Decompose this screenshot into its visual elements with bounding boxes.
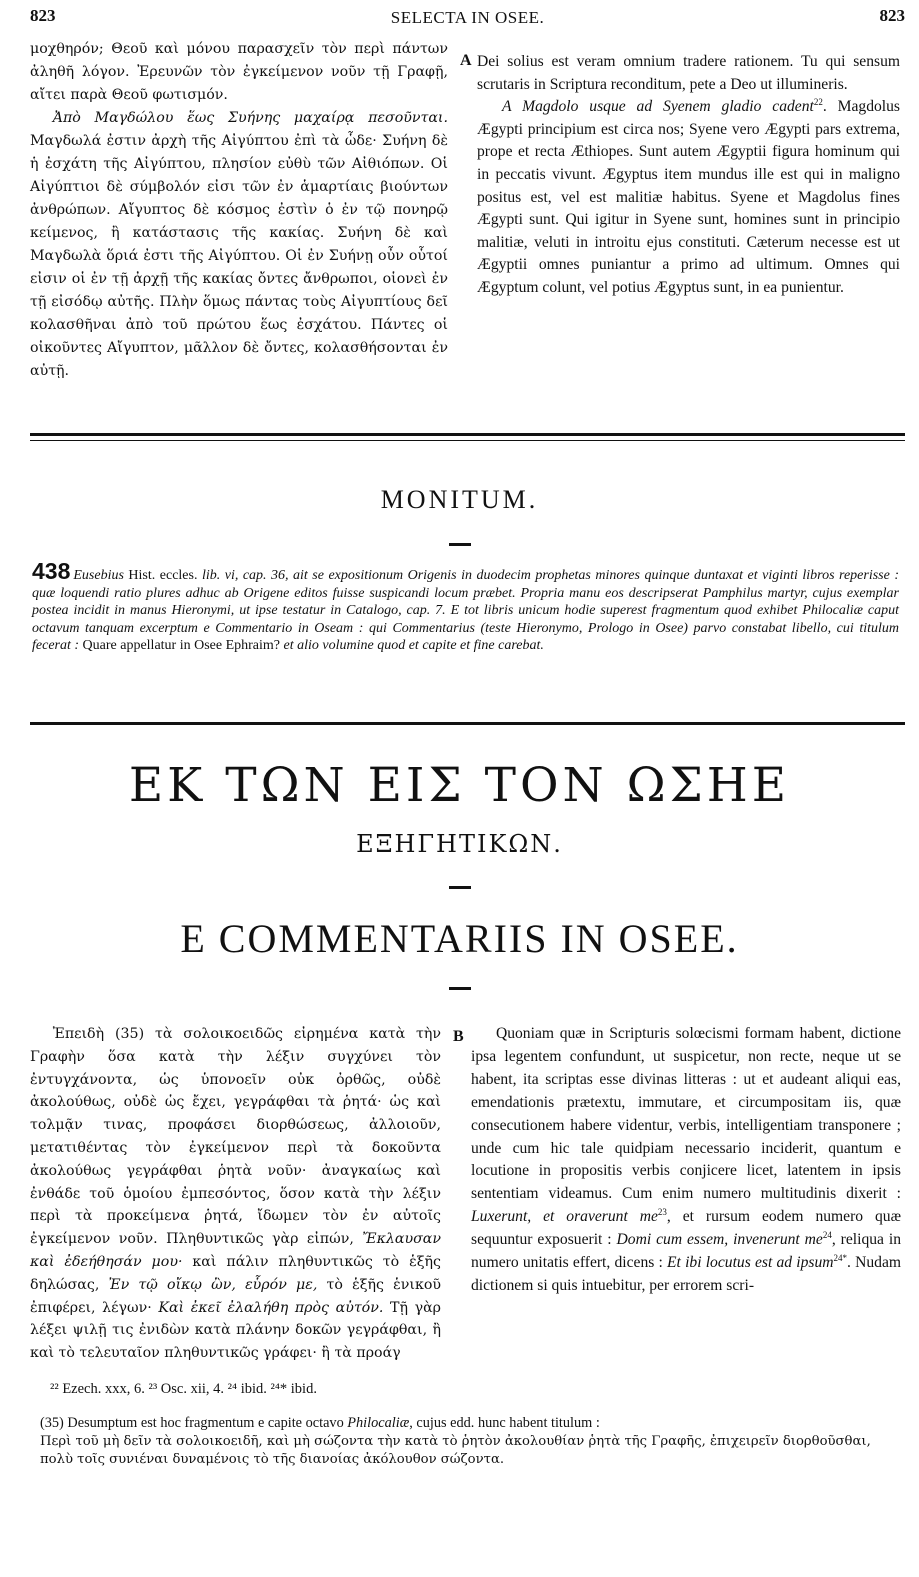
greek-text: καὶ πάλιν πληθυντικῶς τὸ ἑξῆς δηλώσας, — [30, 1253, 441, 1293]
latin-text: , reliqua in numero unitatis effert, dicens : — [471, 1231, 902, 1272]
footnote-ref: 24 — [822, 1229, 832, 1240]
margin-letter-a: A — [460, 52, 472, 69]
divider-rule — [30, 433, 905, 436]
latin-text: . Nudam dictionem si quis intuebitur, per errorem scri- — [471, 1254, 902, 1294]
monitum-text: Hist. eccles. — [123, 568, 202, 583]
bottom-latin-column — [471, 1023, 901, 1298]
margin-letter-b: B — [453, 1028, 464, 1045]
latin-paragraph: Dei solius est veram omnium tradere rationem. Tu qui sensum scrutaris in Scriptura reconditum, pete a Deo ut illumineris. — [477, 53, 900, 93]
greek-paragraph: μοχθηρόν; Θεοῦ καὶ μόνου παρασχεῖν τὸν περὶ πάντων ἀληθῆ λόγον. Ἐρευνῶν τὸν ἐγκείμενον νοῦν τῇ Γραφῇ, αἴτει παρὰ Θεοῦ φωτισμόν. — [30, 41, 448, 103]
greek-paragraph — [30, 107, 448, 383]
page-number-left: 823 — [30, 6, 56, 25]
greek-text: τὸ ἑξῆς ἑνικοῦ ἐπιφέρει, λέγων· — [30, 1276, 441, 1316]
footnote-ref: 23 — [657, 1207, 667, 1218]
title-dash — [449, 543, 471, 546]
note-text: (35) Desumptum est hoc fragmentum e capite octavo — [40, 1415, 348, 1431]
latin-italic-quote: Et ibi locutus est ad ipsum — [667, 1254, 834, 1272]
monitum-quote: Quare appellatur in Osee Ephraim? — [82, 638, 281, 654]
page-header — [30, 6, 905, 34]
note-text: , cujus edd. hunc habent titulum : — [409, 1415, 600, 1431]
footnote-ref: 24* — [833, 1252, 848, 1263]
greek-text: Τῇ γὰρ λέξει ψιλῇ τις ἐνιδὼν κατὰ πλάνην δοκῶν γεγράφθαι, ἢ καὶ τὸ τελευταῖον πληθυντικῶς γράφει· ἢ τὰ προάγ — [30, 1299, 442, 1362]
monitum-title: MONITUM. — [380, 485, 539, 514]
greek-italic-quote: Ἐν τῷ οἴκῳ ὢν, εὗρόν με, — [108, 1276, 318, 1293]
latin-main-title: E COMMENTARIIS IN OSEE. — [180, 916, 739, 961]
editorial-note — [40, 1414, 901, 1470]
column-number: 438 — [32, 558, 71, 584]
greek-italic-quote: Ἔκλαυσαν καὶ ἐδεήθησάν μου· — [30, 1231, 441, 1270]
divider-rule — [30, 722, 905, 725]
latin-text: Quoniam quæ in Scripturis solœcismi formam habent, dictione ipsa legentem confundunt, ut suspicetur, non recte, neque ut se habent, ita scriptas esse divinas litteras : ut et audeant aliqui eas, emendationis prætextu, immutare, et circumpositam iis, quæ consecutionem habere videntur, verbis, intelligentiam transponere ; unde cum hic tale quidpiam necessario inciderit, quantum e locutione in propositis verbis conjicere licet, latentem in ipsis sententiam videamus. Cum enim numero multitudinis dixerit : — [471, 1025, 901, 1203]
title-dash — [449, 886, 471, 889]
latin-text: , et rursum eodem numero quæ sequuntur exposuerit : — [471, 1208, 901, 1249]
monitum-text: et alio volumine quod et capite et fine carebat. — [280, 638, 544, 654]
title-dash — [449, 987, 471, 990]
latin-italic-quote: Luxerunt, et oraverunt me — [471, 1208, 658, 1226]
latin-text: . Magdolus Ægypti principium est circa nos; Syene vero Ægypti pars extrema, prope et recta Æthiopes. Sunt autem Ægyptii figura hominum qui in peccatis vivunt. Ægyptus item mundus ille est qui in maligno positus est, vel est malitiæ habitus. Syene et Magdolus fines Ægypti sunt. Qui igitur in Syene sunt, homines sunt in principio malitiæ, veluti in introitu ejus constituti. Cæterum necesse est ut Ægyptii omnes puniantur a primo ad ultimum. Omnes qui Ægyptum colunt, vel potius Ægyptus sunt, in ea punientur. — [477, 98, 901, 296]
editorial-note-greek: Περὶ τοῦ μὴ δεῖν τὰ σολοικοειδῆ, καὶ μὴ σώζοντα τὴν κατὰ τὸ ῥητὸν ἀκολουθίαν ῥητὰ τῆς Γραφῆς, ἐπιχειρεῖν διορθοῦσθαι, πολὺ τοῖς συνιέναι δυναμένοις τὸ τῆς διανοίας ἀκόλουθον σώζοντα. — [40, 1433, 871, 1467]
note-italic: Philocaliæ — [347, 1415, 410, 1431]
greek-paragraph — [30, 1023, 441, 1365]
top-greek-column — [30, 38, 448, 383]
footnote-ref: 22 — [813, 97, 823, 107]
divider-rule-thin — [30, 440, 905, 441]
scripture-footnotes: ²² Ezech. xxx, 6. ²³ Osc. xii, 4. ²⁴ ibid. ²⁴* ibid. — [50, 1381, 317, 1397]
latin-italic-quote: Domi cum essem, invenerunt me — [616, 1231, 823, 1249]
monitum-paragraph — [32, 558, 899, 655]
greek-text: Ἐπειδὴ (35) τὰ σολοικοειδῶς εἰρημένα κατὰ τὴν Γραφὴν ὅσα κατὰ τὴν λέξιν συγχύνει τὸν ἐντυγχάνοντα, ὡς ὑπονοεῖν οὐκ ὀρθῶς, οὐδὲ ἀκολούθως, οὐδὲ ὡς ἔχει, γεγράφθαι τὰ ῥητά· ὡς καὶ τολμᾷν τινας, προφάσει διορθώσεως, ἀλλοιοῦν, μετατιθέντας τὸν ἐγκείμενον περὶ τὰ δοκοῦντα ἀκολούθως γεγράφθαι ῥητὰ νοῦν· ἀναγκαίως καὶ ἐνθάδε τοῦ ὁμοίου ἐμπεσόντος, ὅσον κατὰ τὴν λέξιν περὶ τὰ προκείμενα ῥητά, ἴδωμεν τὸν ἐν αὐτοῖς ἐγκείμενον νοῦν. Πληθυντικῶς γὰρ εἰπών, — [30, 1026, 441, 1248]
top-latin-column — [477, 51, 900, 300]
running-title: SELECTA IN OSEE. — [390, 8, 545, 27]
latin-paragraph — [471, 1023, 901, 1298]
monitum-text: lib. vi, cap. 36, ait se expositionum Origenis in duodecim prophetas minores quinque duntaxat et viginti libros reperisse : quæ loquendi ratio plures adhuc ab Origene editos fuisse suspicandi locum præbet. Propria manu eos descripserat Pamphilus martyr, cujus exemplar postea incidit in manus Hieronymi, ut ipse testatur in Catalogo, cap. 7. E tot libris unicum hodie superest fragmentum quod exhibet Philocaliæ caput octavum tanquam excerptum e Commentario in Oseam : qui Commentarius (teste Hieronymo, Prologo in Osee) parvo constabat libello, cui titulum fecerat : — [32, 568, 899, 654]
page-number-right: 823 — [879, 6, 905, 25]
greek-main-title: ΕΚ ΤΩΝ ΕΙΣ ΤΟΝ ΩΣΗΕ — [128, 758, 791, 813]
greek-text: Μαγδωλά ἐστιν ἀρχὴ τῆς Αἰγύπτου ἐπὶ τὰ ὧδε· Συήνη δὲ ἡ ἐσχάτη τῆς Αἰγύπτου, πλησίον εὐθὺ τῶν Αἰθιόπων. Οἱ Αἰγύπτιοι δὲ σύμβολόν εἰσι τῶν ἐν ἁμαρτίαις βιούντων ἀνθρώπων. Αἴγυπτος δὲ κόσμος ἐστὶν ὁ ἐν τῷ πονηρῷ κείμενος, ἢ κατάστασις τῆς κακίας. Συήνη δὲ καὶ Μαγδωλὰ ὅριά ἐστι τῆς Αἰγύπτου. Οἱ ἐν Συήνῃ οὖν οὗτοί εἰσιν οἱ ἐν τῇ ἀρχῇ τῆς κακίας ὄντες ἄνθρωποι, οἱονεὶ ἐν τῇ εἰσόδῳ αὐτῆς. Πλὴν ὅμως πάντας τοὺς Αἰγυπτίους δεῖ κολασθῆναι ἀπὸ τοῦ πρώτου ἕως ἐσχάτου. Πάντες οἱ οἰκοῦντες Αἴγυπτον, μᾶλλον δὲ ὄντες, κολασθήσονται ἐν αὐτῇ. — [30, 133, 448, 379]
greek-subtitle: ΕΞΗΓΗΤΙΚΩΝ. — [356, 830, 563, 858]
monitum-author: Eusebius — [73, 568, 124, 583]
greek-italic-quote: Καὶ ἐκεῖ ἐλαλήθη πρὸς αὐτόν. — [158, 1299, 384, 1316]
bottom-greek-column — [30, 1023, 441, 1365]
latin-paragraph — [477, 96, 900, 299]
latin-italic-quote: A Magdolo usque ad Syenem gladio cadent — [501, 98, 814, 116]
greek-italic-quote: Ἀπὸ Μαγδώλου ἕως Συήνης μαχαίρᾳ πεσοῦνται. — [52, 110, 448, 126]
editorial-note-latin — [40, 1414, 901, 1433]
